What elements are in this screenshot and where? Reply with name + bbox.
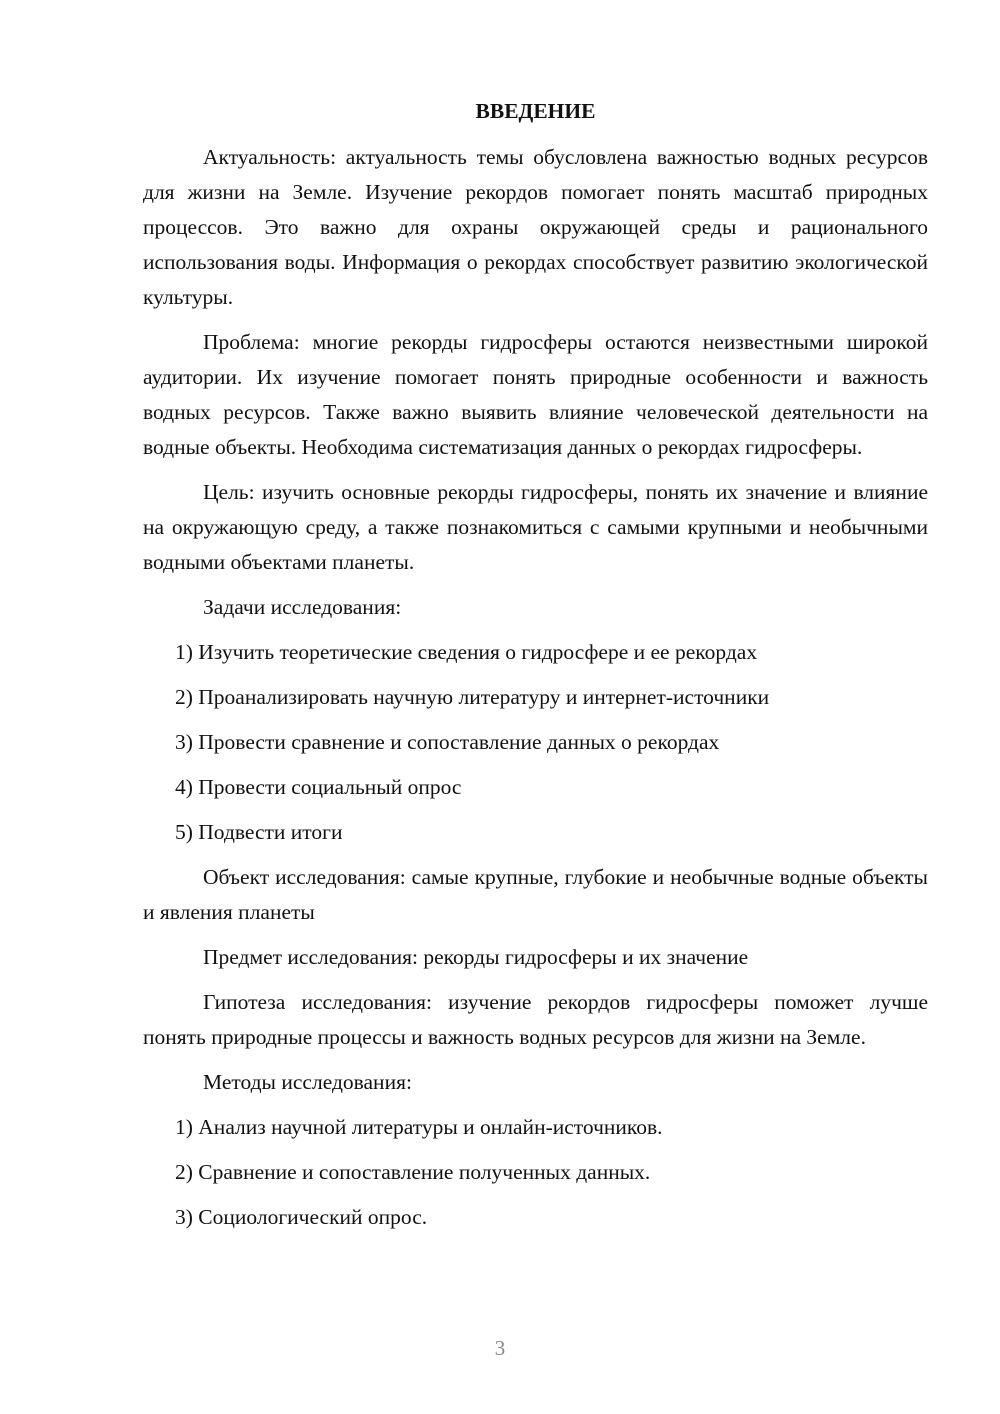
tasks-heading: Задачи исследования: (203, 595, 402, 619)
methods-heading: Методы исследования: (203, 1070, 412, 1094)
tasks-list (143, 635, 928, 850)
method-item: 2) Сравнение и сопоставление полученных данных. (175, 1160, 651, 1184)
task-item: 3) Провести сравнение и сопоставление данных о рекордах (175, 730, 720, 754)
page-number: 3 (494, 1336, 506, 1360)
object-paragraph: Объект исследования: самые крупные, глубокие и необычные водные объекты и явления планеты (143, 865, 928, 924)
task-item: 1) Изучить теоретические сведения о гидросфере и ее рекордах (175, 640, 758, 664)
problem-paragraph: Проблема: многие рекорды гидросферы остаются неизвестными широкой аудитории. Их изучение помогает понять природные особенности и важность водных ресурсов. Также важно выявить влияние человеческой деятельности на водные объекты. Необходима систематизация данных о рекордах гидросферы. (143, 330, 928, 459)
hypothesis-paragraph: Гипотеза исследования: изучение рекордов гидросферы поможет лучше понять природные процессы и важность водных ресурсов для жизни на Земле. (143, 990, 928, 1049)
methods-list (143, 1110, 928, 1235)
method-item: 1) Анализ научной литературы и онлайн-источников. (175, 1115, 663, 1139)
subject-paragraph: Предмет исследования: рекорды гидросферы и их значение (203, 945, 749, 969)
task-item: 2) Проанализировать научную литературу и интернет-источники (175, 685, 770, 709)
goal-paragraph: Цель: изучить основные рекорды гидросферы, понять их значение и влияние на окружающую среду, а также познакомиться с самыми крупными и необычными водными объектами планеты. (143, 480, 928, 574)
document-page (143, 96, 928, 1245)
task-item: 4) Провести социальный опрос (175, 775, 462, 799)
relevance-paragraph: Актуальность: актуальность темы обусловлена важностью водных ресурсов для жизни на Земле. Изучение рекордов помогает понять масштаб природных процессов. Это важно для охраны окружающей среды и рационального использования воды. Информация о рекордах способствует развитию экологической культуры. (143, 145, 928, 309)
section-title: ВВЕДЕНИЕ (475, 99, 596, 123)
task-item: 5) Подвести итоги (175, 820, 343, 844)
method-item: 3) Социологический опрос. (175, 1205, 428, 1229)
